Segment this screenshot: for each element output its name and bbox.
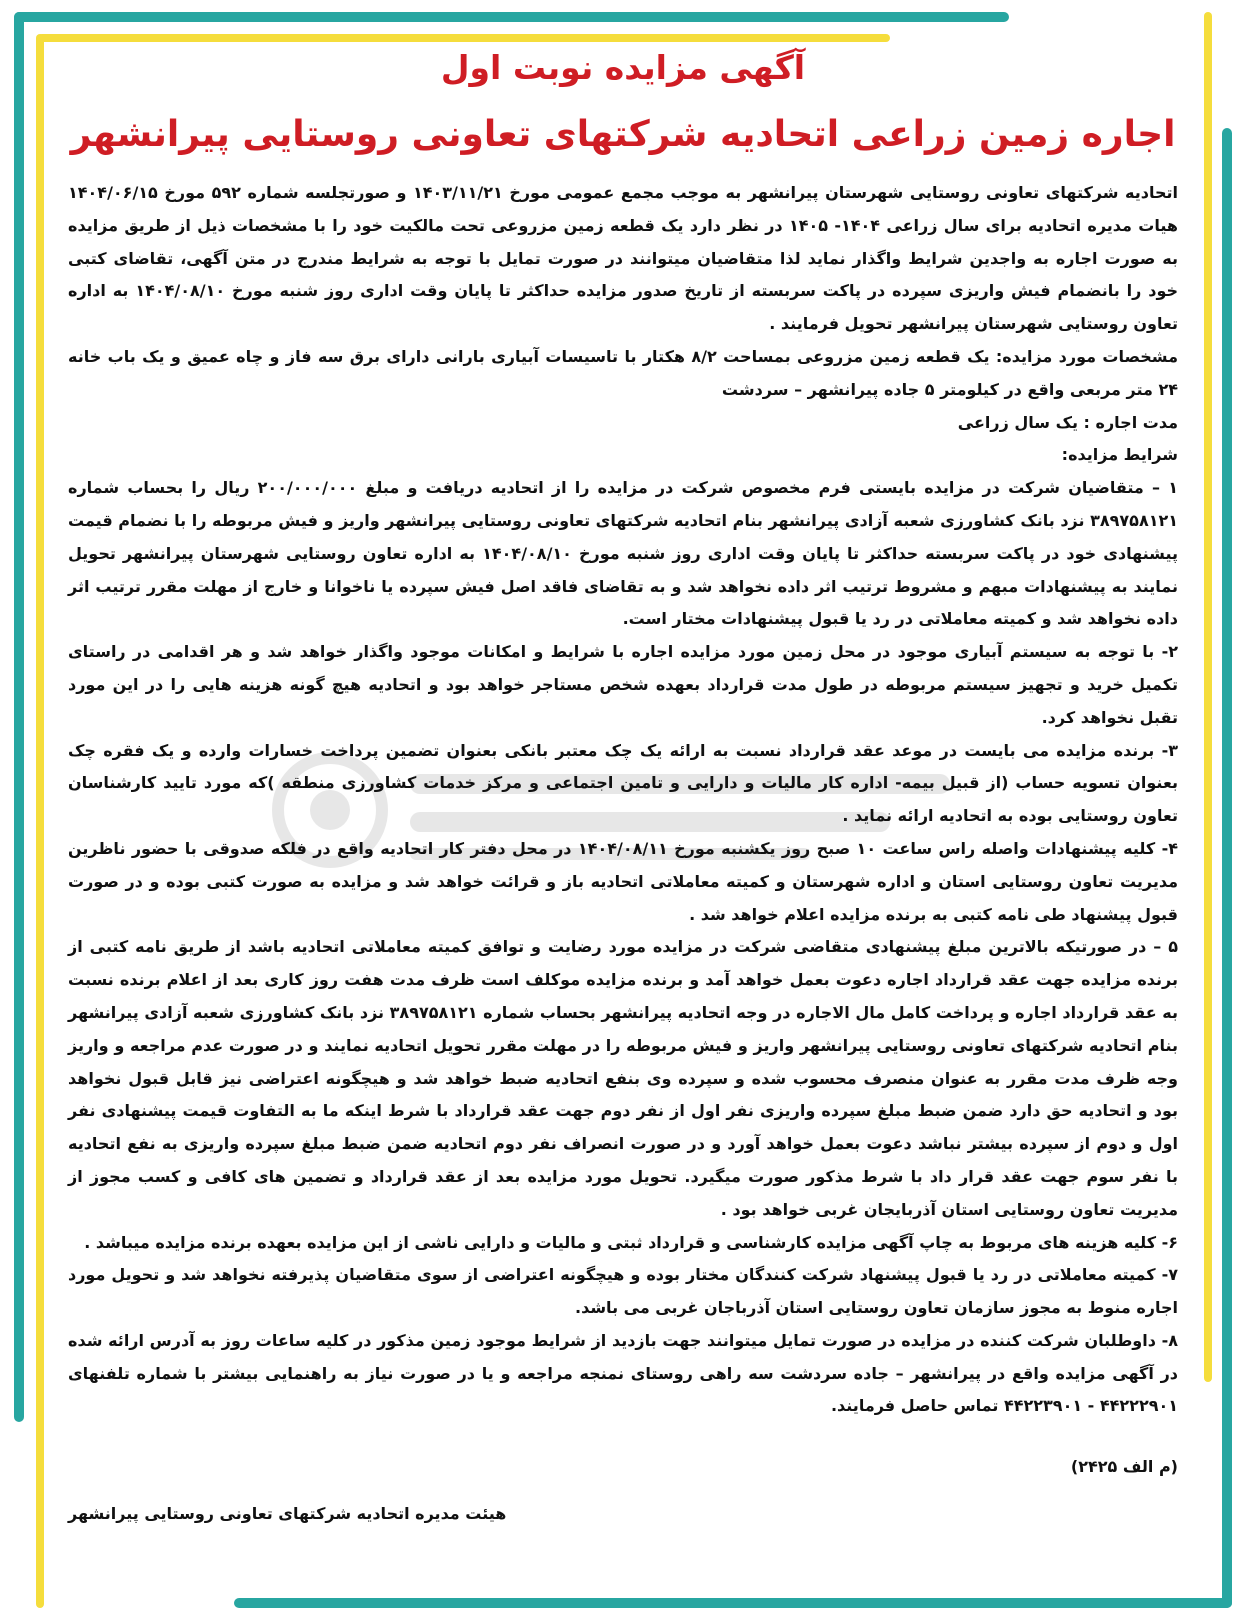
frame-top-yellow [38,34,890,42]
page-subtitle: اجاره زمین زراعی اتحادیه شرکتهای تعاونی روستایی پیرانشهر [70,114,1176,155]
specs-paragraph: مشخصات مورد مزایده: یک قطعه زمین مزروعی بمساحت ۸/۲ هکتار با تاسیسات آبیاری بارانی دارای برق سه فاز و چاه عمیق و یک باب خانه ۲۴ متر مربعی واقع در کیلومتر ۵ جاده پیرانشهر – سردشت [68,346,1178,399]
reference-code: (م الف ۲۴۲۵) [1070,1457,1178,1476]
condition-item: ۱ – متقاضیان شرکت در مزایده بایستی فرم مخصوص شرکت در مزایده را از اتحادیه دریافت و مبلغ ۲۰۰/۰۰۰/۰۰۰ ریال را بحساب شماره ۳۸۹۷۵۸۱۲۱ نزد بانک کشاورزی شعبه آزادی پیرانشهر بنام اتحادیه شرکتهای تعاونی روستایی پیرانشهر واریز و فیش مربوطه را با نضمام قیمت پیشنهادی خود در پاکت سربسته حداکثر تا پایان وقت اداری روز شنبه مورخ ۱۴۰۴/۰۸/۱۰ به اداره تعاون روستایی شهرستان پیرانشهر تحویل نمایند به پیشنهادات مبهم و مشروط ترتیب اثر داده نخواهد شد و به تقاضای فاقد اصل فیش سپرده یا ناخوانا و خارج از مهلت مقرر ترتیب اثر داده نخواهد شد و کمیته معاملاتی در رد یا قبول پیشنهادات مختار است. [68,478,1179,629]
condition-item: ۸- داوطلبان شرکت کننده در مزایده در صورت تمایل میتوانند جهت بازدید از شرایط موجود زمین مذکور در کلیه ساعات روز به آدرس ارائه شده در آگهی مزایده واقع در پیرانشهر – جاده سردشت سه راهی روستای نمنجه مراجعه و یا در صورت نیاز به راهنمایی بیشتر با شماره تلفنهای ۴۴۲۲۲۹۰۱ - ۴۴۲۲۳۹۰۱ تماس حاصل فرمایند. [68,1330,1178,1416]
condition-item: ۲- با توجه به سیستم آبیاری موجود در محل زمین مورد مزایده اجاره با شرایط و امکانات موجود واگذار خواهد شد و هر اقدامی در راستای تکمیل خرید و تجهیز سیستم مربوطه در طول مدت قرارداد بعهده شخص مستاجر خواهد بود و اتحادیه هیچ گونه هزینه هایی را در این مورد تقبل نخواهد کرد. [68,642,1178,727]
condition-item: ۴- کلیه پیشنهادات واصله راس ساعت ۱۰ صبح روز یکشنبه مورخ ۱۴۰۴/۰۸/۱۱ در محل دفتر کار اتحادیه واقع در فلکه صدوقی با حضور ناظرین مدیریت تعاون روستایی استان و اداره شهرستان و کمیته معاملاتی اتحادیه باز و قرائت خواهد شد و مزایده به صورت کتبی بوده و در صورت قبول پیشنهاد طی نامه کتبی به برنده مزایده اعلام خواهد شد . [68,838,1179,924]
frame-right-teal [1222,128,1232,1608]
conditions-heading: شرایط مزایده: [1061,445,1178,465]
notice-body [68,177,1178,1423]
frame-right-yellow [1204,12,1212,1382]
frame-top-teal [14,12,1009,22]
intro-paragraph: اتحادیه شرکتهای تعاونی روستایی شهرستان پیرانشهر به موجب مجمع عمومی مورخ ۱۴۰۳/۱۱/۲۱ و صورتجلسه شماره ۵۹۲ مورخ ۱۴۰۴/۰۶/۱۵ هیات مدیره اتحادیه برای سال زراعی ۱۴۰۴- ۱۴۰۵ در نظر دارد یک قطعه زمین مزروعی تحت مالکیت خود را با مشخصات ذیل از طریق مزایده به صورت اجاره به واجدین شرایط واگذار نماید لذا متقاضیان میتوانند در صورت تمایل با توجه به شرایط مندرج در متن آگهی، تقاضای کتبی خود را بانضمام فیش واریزی سپرده در پاکت سربسته از تاریخ صدور مزایده حداکثر تا پایان وقت اداری روز شنبه مورخ ۱۴۰۴/۰۸/۱۰ به اداره تعاون روستایی شهرستان پیرانشهر تحویل فرمایند . [68,183,1179,334]
condition-item: ۶- کلیه هزینه های مربوط به چاپ آگهی مزایده کارشناسی و قرارداد ثبتی و مالیات و دارایی ناشی از این مزایده بعهده برنده مزایده میباشد . [84,1232,1178,1252]
page-title: آگهی مزایده نوبت اول [440,48,806,87]
condition-item: ۵ – در صورتیکه بالاترین مبلغ پیشنهادی متقاضی شرکت در مزایده مورد رضایت و توافق کمیته معاملاتی اتحادیه باشد از طریق نامه کتبی از برنده مزایده جهت عقد قرارداد اجاره دعوت بعمل خواهد آمد و برنده مزایده موکلف است ظرف مدت هفت روز کاری بعد از اعلام برنده نسبت به عقد قرارداد اجاره و پرداخت کامل مال الاجاره در وجه اتحادیه پیرانشهر بحساب شماره ۳۸۹۷۵۸۱۲۱ نزد بانک کشاورزی شعبه آزادی پیرانشهر بنام اتحادیه شرکتهای تعاونی روستایی پیرانشهر واریز و فیش مربوطه را در مهلت مقرر تحویل اتحادیه نمایند و در صورت عدم مراجعه و واریز وجه ظرف مدت مقرر به عنوان منصرف محسوب شده و سپرده وی بنفع اتحادیه ضبط خواهد شد و هیچگونه اعتراضی نیز قابل قبول نخواهد بود و اتحادیه حق دارد ضمن ضبط مبلغ سپرده واریزی نفر اول از نفر دوم جهت عقد قرارداد با شرط اینکه ما به التفاوت قیمت پیشنهادی نفر اول و دوم از سپرده بیشتر نباشد دعوت بعمل خواهد آورد و در صورت انصراف نفر دوم اتحادیه ضمن ضبط مبلغ سپرده واریزی به نفع اتحادیه با نفر سوم جهت عقد قرار داد با شرط مذکور صورت میگیرد. تحویل مورد مزایده بعد از عقد قرارداد و تضمین های کافی و کسب مجوز از مدیریت تعاون روستایی استان آذربایجان غربی خواهد بود . [68,937,1178,1219]
condition-item: ۳- برنده مزایده می بایست در موعد عقد قرارداد نسبت به ارائه یک چک معتبر بانکی بعنوان تضمین پرداخت خسارات وارده و یک فقره چک بعنوان تسویه حساب (از قبیل بیمه- اداره کار مالیات و دارایی و تامین اجتماعی و مرکز خدمات کشاورزی منطقه )که مورد تایید کارشناسان تعاون روستایی بوده به اتحادیه ارائه نماید . [68,740,1178,826]
duration-line: مدت اجاره : یک سال زراعی [957,412,1178,432]
frame-left-yellow [36,34,44,1608]
frame-bottom-teal [234,1598,1232,1608]
frame-left-teal [14,12,24,1422]
condition-item: ۷- کمیته معاملاتی در رد یا قبول پیشنهاد شرکت کنندگان مختار بوده و هیچگونه اعتراضی از سوی متقاضیان پذیرفته نخواهد شد و تحویل مورد اجاره منوط به مجوز سازمان تعاون روستایی استان آذرباجان غربی می باشد. [68,1265,1178,1318]
signature: هیئت مدیره اتحادیه شرکتهای تعاونی روستایی پیرانشهر [68,1504,507,1523]
